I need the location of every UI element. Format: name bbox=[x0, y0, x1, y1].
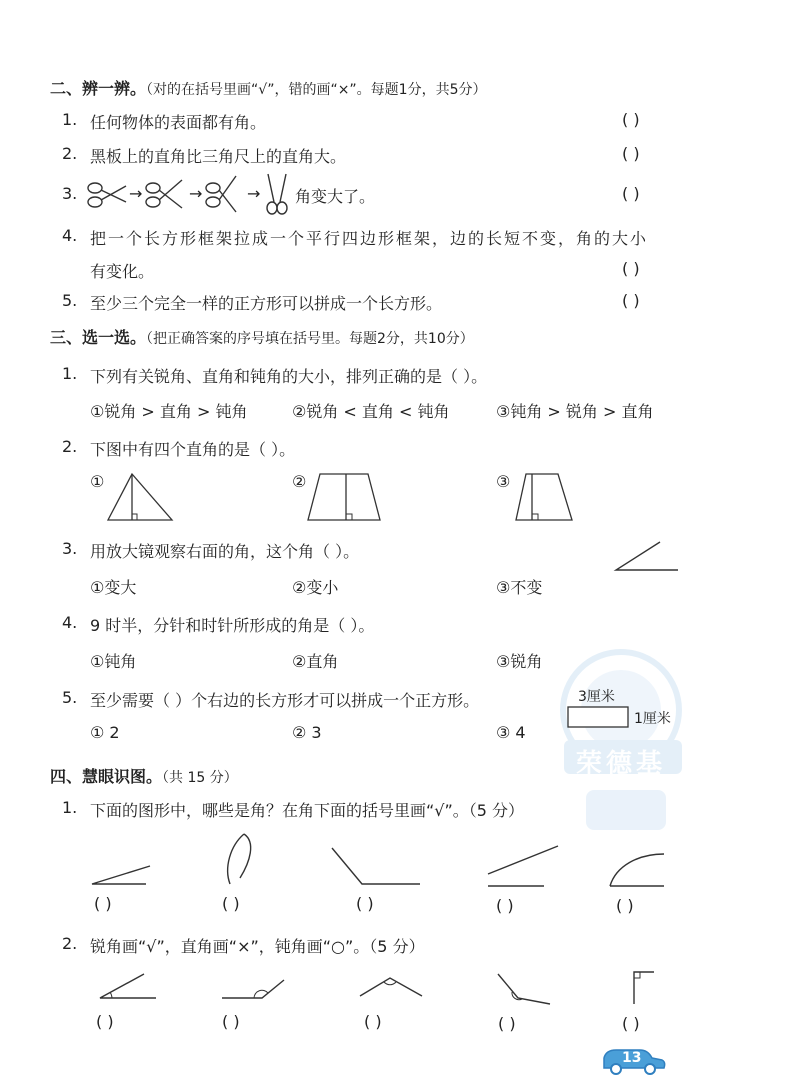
section2-title: 二、辨一辨。 bbox=[50, 79, 147, 98]
s3-q5-num: 5. bbox=[62, 688, 78, 707]
page-number-badge bbox=[598, 1046, 668, 1076]
curved-angle-figure bbox=[608, 852, 666, 888]
s3-q2-num: 2. bbox=[62, 437, 78, 456]
answer-paren[interactable]: ( ) bbox=[222, 1012, 240, 1031]
s3-q4-text: 9 时半，分针和时针所形成的角是（ ）。 bbox=[90, 616, 375, 635]
right-trapezoid-figure bbox=[514, 472, 574, 522]
s2-q2-text: 黑板上的直角比三角尺上的直角大。 bbox=[90, 147, 347, 166]
answer-paren[interactable]: ( ) bbox=[496, 896, 514, 915]
rect-length-label: 3厘米 bbox=[578, 689, 615, 705]
right-angle-figure bbox=[632, 970, 656, 1006]
option-3[interactable]: ③ 4 bbox=[496, 723, 526, 742]
option-3[interactable]: ③不变 bbox=[496, 578, 543, 597]
answer-paren[interactable]: ( ) bbox=[622, 291, 640, 310]
s3-q1-num: 1. bbox=[62, 364, 78, 383]
answer-paren[interactable]: ( ) bbox=[364, 1012, 382, 1031]
scissors-icon bbox=[146, 180, 182, 208]
answer-paren[interactable]: ( ) bbox=[622, 1014, 640, 1033]
figure-2-label[interactable]: ② bbox=[292, 472, 307, 491]
scissors-icon bbox=[88, 183, 126, 207]
figure-3-label[interactable]: ③ bbox=[496, 472, 511, 491]
answer-paren[interactable]: ( ) bbox=[356, 894, 374, 913]
curve-figure bbox=[222, 832, 262, 888]
angle-figure bbox=[90, 864, 152, 886]
section4-title: 四、慧眼识图。 bbox=[50, 767, 163, 786]
s3-q2-text: 下图中有四个直角的是（ ）。 bbox=[90, 440, 296, 459]
section3-heading bbox=[50, 325, 474, 348]
option-2[interactable]: ②直角 bbox=[292, 652, 339, 671]
answer-paren[interactable]: ( ) bbox=[222, 894, 240, 913]
watermark bbox=[556, 640, 686, 850]
trapezoid-figure bbox=[306, 472, 382, 522]
s4-q1-text: 下面的图形中，哪些是角？在角下面的括号里画“√”。（5 分） bbox=[90, 801, 525, 820]
scissors-icon bbox=[206, 176, 236, 212]
s2-q3-num: 3. bbox=[62, 184, 78, 203]
option-3[interactable]: ③锐角 bbox=[496, 652, 543, 671]
arrow-icon: → bbox=[129, 184, 143, 203]
angle-figure bbox=[612, 538, 682, 572]
section2-note: （对的在括号里画“√”，错的画“×”。每题1分，共5分） bbox=[146, 82, 487, 98]
s3-q1-text: 下列有关锐角、直角和钝角的大小，排列正确的是（ ）。 bbox=[90, 367, 488, 386]
s2-q5-num: 5. bbox=[62, 291, 78, 310]
s2-q2-num: 2. bbox=[62, 144, 78, 163]
arrow-icon: → bbox=[189, 184, 203, 203]
s2-q4-text-cont: 有变化。 bbox=[90, 262, 155, 281]
s2-q4-num: 4. bbox=[62, 226, 78, 245]
s3-q3-num: 3. bbox=[62, 539, 78, 558]
answer-paren[interactable]: ( ) bbox=[622, 184, 640, 203]
section4-note: （共 15 分） bbox=[162, 770, 238, 786]
section3-title: 三、选一选。 bbox=[50, 328, 147, 347]
option-2[interactable]: ② 3 bbox=[292, 723, 322, 742]
obtuse-angle-figure bbox=[358, 974, 424, 998]
s4-q1-num: 1. bbox=[62, 798, 78, 817]
obtuse-angle-figure bbox=[496, 972, 552, 1006]
s3-q4-num: 4. bbox=[62, 613, 78, 632]
option-2[interactable]: ②变小 bbox=[292, 578, 339, 597]
s4-q2-num: 2. bbox=[62, 934, 78, 953]
answer-paren[interactable]: ( ) bbox=[622, 259, 640, 278]
separated-lines-figure bbox=[486, 844, 562, 888]
arrow-icon: → bbox=[247, 184, 261, 203]
watermark-text: 荣德基 bbox=[576, 749, 667, 779]
s2-q1-num: 1. bbox=[62, 110, 78, 129]
figure-1-label[interactable]: ① bbox=[90, 472, 105, 491]
section2-heading bbox=[50, 76, 487, 99]
option-1[interactable]: ① 2 bbox=[90, 723, 120, 742]
s4-q2-text: 锐角画“√”，直角画“×”，钝角画“○”。（5 分） bbox=[90, 937, 425, 956]
answer-paren[interactable]: ( ) bbox=[96, 1012, 114, 1031]
option-3[interactable]: ③钝角 > 锐角 > 直角 bbox=[496, 402, 654, 421]
acute-angle-figure bbox=[220, 978, 286, 1002]
answer-paren[interactable]: ( ) bbox=[622, 110, 640, 129]
option-2[interactable]: ②锐角 < 直角 < 钝角 bbox=[292, 402, 450, 421]
page-number: 13 bbox=[622, 1050, 642, 1066]
s2-q3-text: 角变大了。 bbox=[295, 187, 376, 206]
s2-q5-text: 至少三个完全一样的正方形可以拼成一个长方形。 bbox=[90, 294, 443, 313]
option-1[interactable]: ①锐角 > 直角 > 钝角 bbox=[90, 402, 248, 421]
s3-q3-text: 用放大镜观察右面的角，这个角（ ）。 bbox=[90, 542, 360, 561]
s3-q5-text: 至少需要（ ）个右边的长方形才可以拼成一个正方形。 bbox=[90, 691, 480, 710]
rectangle-figure bbox=[567, 706, 629, 728]
acute-angle-figure bbox=[98, 972, 158, 1002]
answer-paren[interactable]: ( ) bbox=[616, 896, 634, 915]
scissors-icon bbox=[267, 174, 287, 214]
triangle-figure bbox=[106, 472, 176, 522]
option-1[interactable]: ①钝角 bbox=[90, 652, 137, 671]
section4-heading bbox=[50, 764, 238, 787]
s2-q1-text: 任何物体的表面都有角。 bbox=[90, 113, 267, 132]
rect-width-label: 1厘米 bbox=[634, 711, 671, 727]
obtuse-angle-figure bbox=[330, 846, 422, 886]
s2-q4-text: 把一个长方形框架拉成一个平行四边形框架，边的长短不变，角的大小 bbox=[90, 229, 649, 248]
section3-note: （把正确答案的序号填在括号里。每题2分，共10分） bbox=[146, 331, 474, 347]
answer-paren[interactable]: ( ) bbox=[498, 1014, 516, 1033]
answer-paren[interactable]: ( ) bbox=[94, 894, 112, 913]
option-1[interactable]: ①变大 bbox=[90, 578, 137, 597]
answer-paren[interactable]: ( ) bbox=[622, 144, 640, 163]
